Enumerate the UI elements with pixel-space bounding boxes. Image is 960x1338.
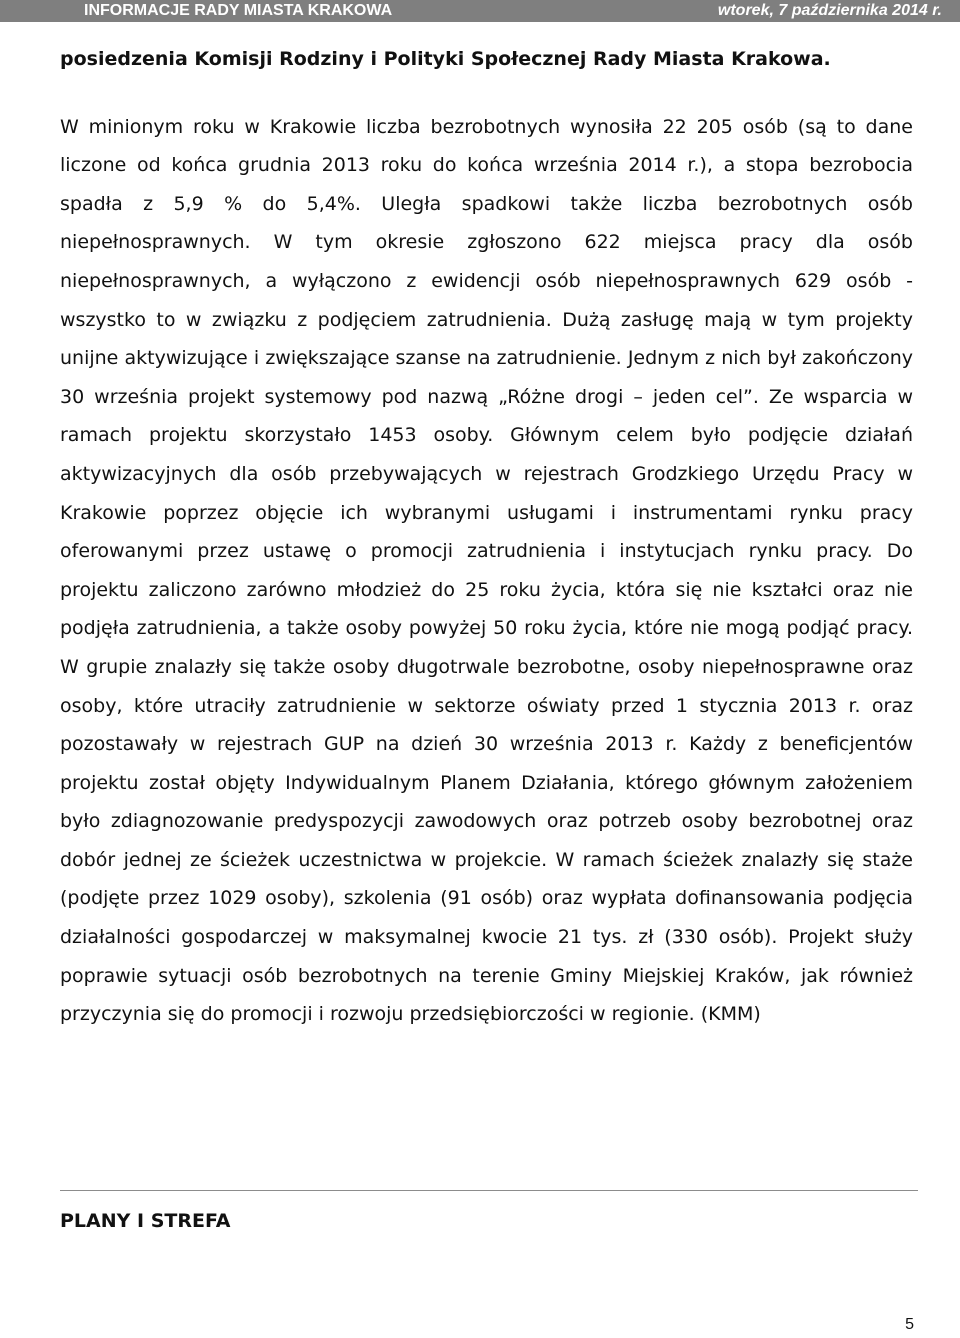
section-title: PLANY I STREFA <box>60 1210 231 1232</box>
section-divider <box>60 1190 918 1191</box>
article-body: W minionym roku w Krakowie liczba bezrobotnych wynosiła 22 205 osób (są to dane liczone od końca grudnia 2013 roku do końca września 2014 r.), a stopa bezrobocia spadła z 5,9 % do 5,4%. Uległa spadkowi także liczba bezrobotnych osób niepełnosprawnych. W tym okresie zgłoszono 622 miejsca pracy dla osób niepełnosprawnych, a wyłączono z ewidencji osób niepełnosprawnych 629 osób - wszystko to w związku z podjęciem zatrudnienia. Dużą zasługę mają w tym projekty unijne aktywizujące i zwiększające szanse na zatrudnienie. Jednym z nich był zakończony 30 września projekt systemowy pod nazwą „Różne drogi – jeden cel”. Ze wsparcia w ramach projektu skorzystało 1453 osoby. Głównym celem było podjęcie działań aktywizacyjnych dla osób przebywających w rejestrach Grodzkiego Urzędu Pracy w Krakowie poprzez objęcie ich wybranymi usługami i instrumentami rynku pracy oferowanymi przez ustawę o promocji zatrudnienia i instytucjach rynku pracy. Do projektu zaliczono zarówno młodzież do 25 roku życia, która się nie kształci oraz nie podjęła zatrudnienia, a także osoby powyżej 50 roku życia, które nie mogą podjąć pracy. W grupie znalazły się także osoby długotrwale bezrobotne, osoby niepełnosprawne oraz osoby, które utraciły zatrudnienie w sektorze oświaty przed 1 stycznia 2013 r. oraz pozostawały w rejestrach GUP na dzień 30 września 2013 r. Każdy z beneficjentów projektu został objęty Indywidualnym Planem Działania, którego głównym założeniem było zdiagnozowanie predyspozycji zawodowych oraz potrzeb osoby bezrobotnej oraz dobór jednej ze ścieżek uczestnictwa w projekcie. W ramach ścieżek znalazły się staże (podjęte przez 1029 osoby), szkolenia (91 osób) oraz wypłata dofinansowania podjęcia działalności gospodarczej w maksymalnej kwocie 21 tys. zł (330 osób). Projekt służy poprawie sytuacji osób bezrobotnych na terenie Gminy Miejskiej Kraków, jak również przyczynia się do promocji i rozwoju przedsiębiorczości w regionie. (KMM) <box>60 115 913 1026</box>
header-title: INFORMACJE RADY MIASTA KRAKOWA <box>84 2 393 19</box>
article-lead: posiedzenia Komisji Rodziny i Polityki Społecznej Rady Miasta Krakowa. <box>60 48 831 70</box>
header-date: wtorek, 7 października 2014 r. <box>717 2 942 19</box>
page-number: 5 <box>905 1316 914 1333</box>
header-bar <box>0 0 960 22</box>
article <box>60 40 913 1034</box>
